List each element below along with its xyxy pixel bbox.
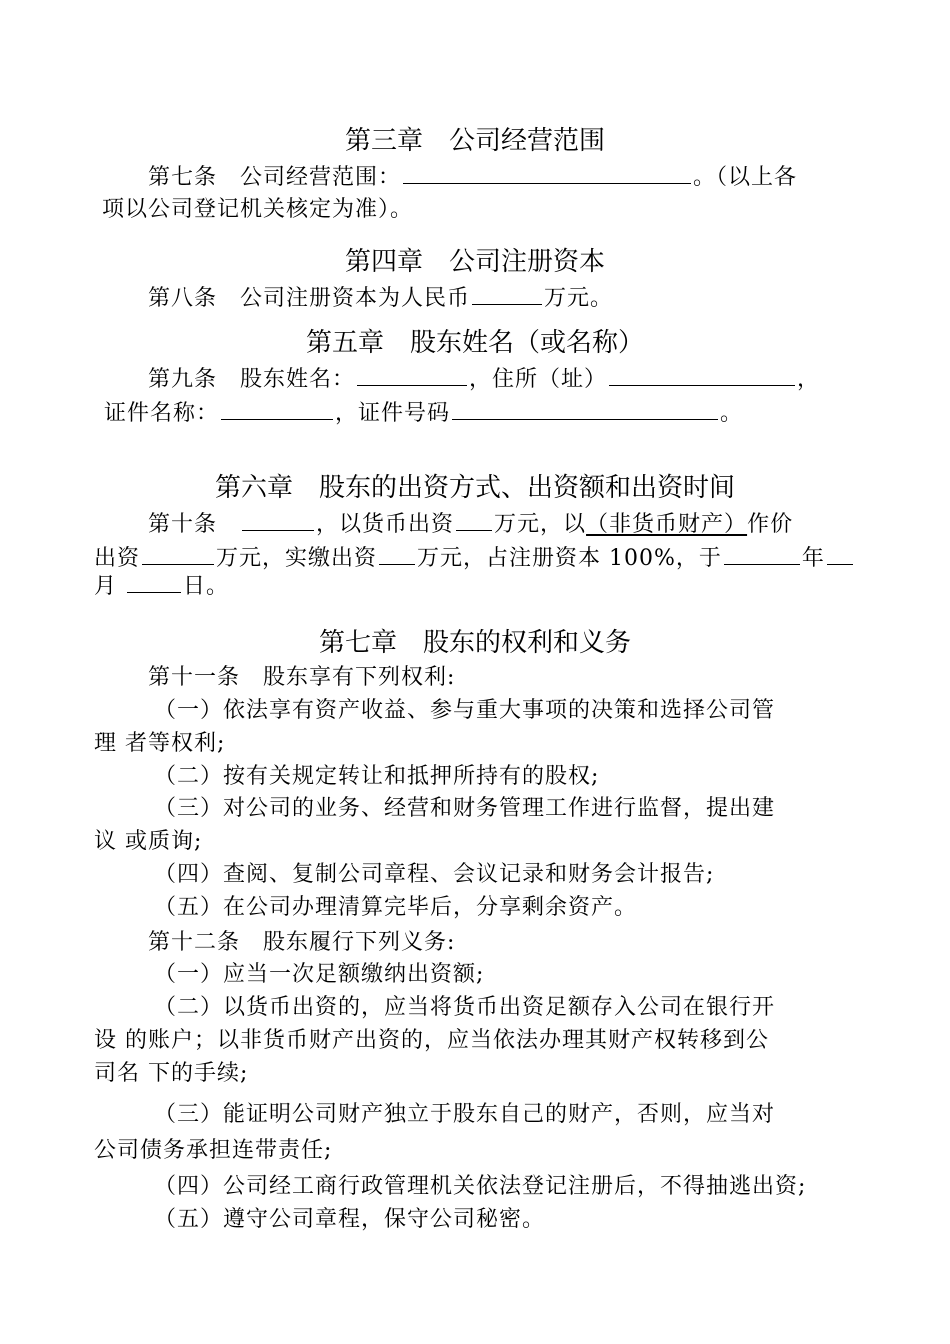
currency-amount-blank	[456, 508, 492, 531]
period: 。	[720, 401, 744, 426]
year-label: 年	[801, 546, 825, 571]
text-segment: 作价	[747, 512, 794, 537]
id-number-label: ，证件号码	[335, 401, 451, 426]
article-10-line-3	[94, 570, 229, 602]
right-5-line: （五）在公司办理清算完毕后，分享剩余资产。	[154, 895, 638, 920]
article-10-text: 第十条	[148, 512, 241, 537]
address-label: ，住所（址）	[469, 367, 608, 392]
id-type-blank	[221, 397, 333, 420]
duty-2-line-3: 司名 下的手续;	[94, 1061, 249, 1086]
day-label: 日。	[183, 574, 230, 599]
non-currency-amount-blank	[142, 542, 214, 565]
chapter-5-heading: 第五章 股东姓名（或名称）	[305, 328, 644, 358]
article-11-line: 第十一条 股东享有下列权利:	[148, 665, 456, 690]
right-1-line-2: 理 者等权利;	[94, 731, 226, 756]
chapter-4-heading: 第四章 公司注册资本	[344, 247, 605, 277]
duty-1-line: （一）应当一次足额缴纳出资额;	[154, 962, 485, 987]
article-10-line-1	[148, 508, 793, 540]
registered-capital-blank	[472, 282, 542, 305]
day-blank	[127, 570, 181, 593]
text-segment: 万元，实缴出资	[216, 546, 378, 571]
article-9-line-1	[148, 363, 820, 395]
article-9-text: 第九条 股东姓名：	[148, 367, 356, 392]
month-label: 月	[94, 574, 125, 599]
shareholder-name-blank	[357, 363, 467, 386]
duty-5-line: （五）遵守公司章程，保守公司秘密。	[154, 1207, 546, 1232]
duty-3-line-2: 公司债务承担连带责任;	[94, 1138, 333, 1163]
address-blank	[609, 363, 795, 386]
paid-in-blank	[379, 542, 415, 565]
comma: ，	[797, 367, 821, 392]
article-8-line	[148, 282, 613, 314]
duty-4-line: （四）公司经工商行政管理机关依法登记注册后，不得抽逃出资;	[154, 1174, 807, 1199]
text-segment: 万元，以	[494, 512, 587, 537]
article-7-line-1	[148, 161, 797, 193]
duty-2-line-2: 设 的账户；以非货币财产出资的，应当依法办理其财产权转移到公	[94, 1028, 769, 1053]
month-blank	[827, 542, 853, 565]
article-8-suffix: 万元。	[544, 286, 614, 311]
article-12-line: 第十二条 股东履行下列义务:	[148, 930, 456, 955]
text-segment: 万元，占注册资本 100%，于	[417, 546, 722, 571]
article-7-text: 第七条 公司经营范围：	[148, 165, 402, 190]
article-7-suffix: 。（以上各	[693, 165, 798, 190]
currency-contribution-label: ，以货币出资	[316, 512, 455, 537]
year-blank	[724, 542, 800, 565]
article-9-line-2	[104, 397, 743, 429]
right-2-line: （二）按有关规定转让和抵押所持有的股权;	[154, 764, 600, 789]
id-number-blank	[452, 397, 718, 420]
right-3-line-2: 议 或质询;	[94, 829, 203, 854]
duty-2-line-1: （二）以货币出资的，应当将货币出资足额存入公司在银行开	[154, 995, 776, 1020]
chapter-6-heading: 第六章 股东的出资方式、出资额和出资时间	[214, 473, 735, 503]
chapter-3-heading: 第三章 公司经营范围	[344, 126, 605, 156]
business-scope-blank	[403, 161, 691, 184]
id-type-label: 证件名称：	[104, 401, 220, 426]
right-4-line: （四）查阅、复制公司章程、会议记录和财务会计报告;	[154, 862, 715, 887]
right-1-line-1: （一）依法享有资产收益、参与重大事项的决策和选择公司管	[154, 698, 776, 723]
article-7-line-2: 项以公司登记机关核定为准）。	[102, 197, 414, 222]
right-3-line-1: （三）对公司的业务、经营和财务管理工作进行监督，提出建	[154, 796, 776, 821]
text-segment: 出资	[94, 546, 141, 571]
shareholder-blank	[242, 508, 314, 531]
duty-3-line-1: （三）能证明公司财产独立于股东自己的财产，否则，应当对	[154, 1102, 776, 1127]
non-currency-property: （非货币财产）	[586, 512, 748, 537]
chapter-7-heading: 第七章 股东的权利和义务	[318, 628, 631, 658]
article-8-text: 第八条 公司注册资本为人民币	[148, 286, 471, 311]
